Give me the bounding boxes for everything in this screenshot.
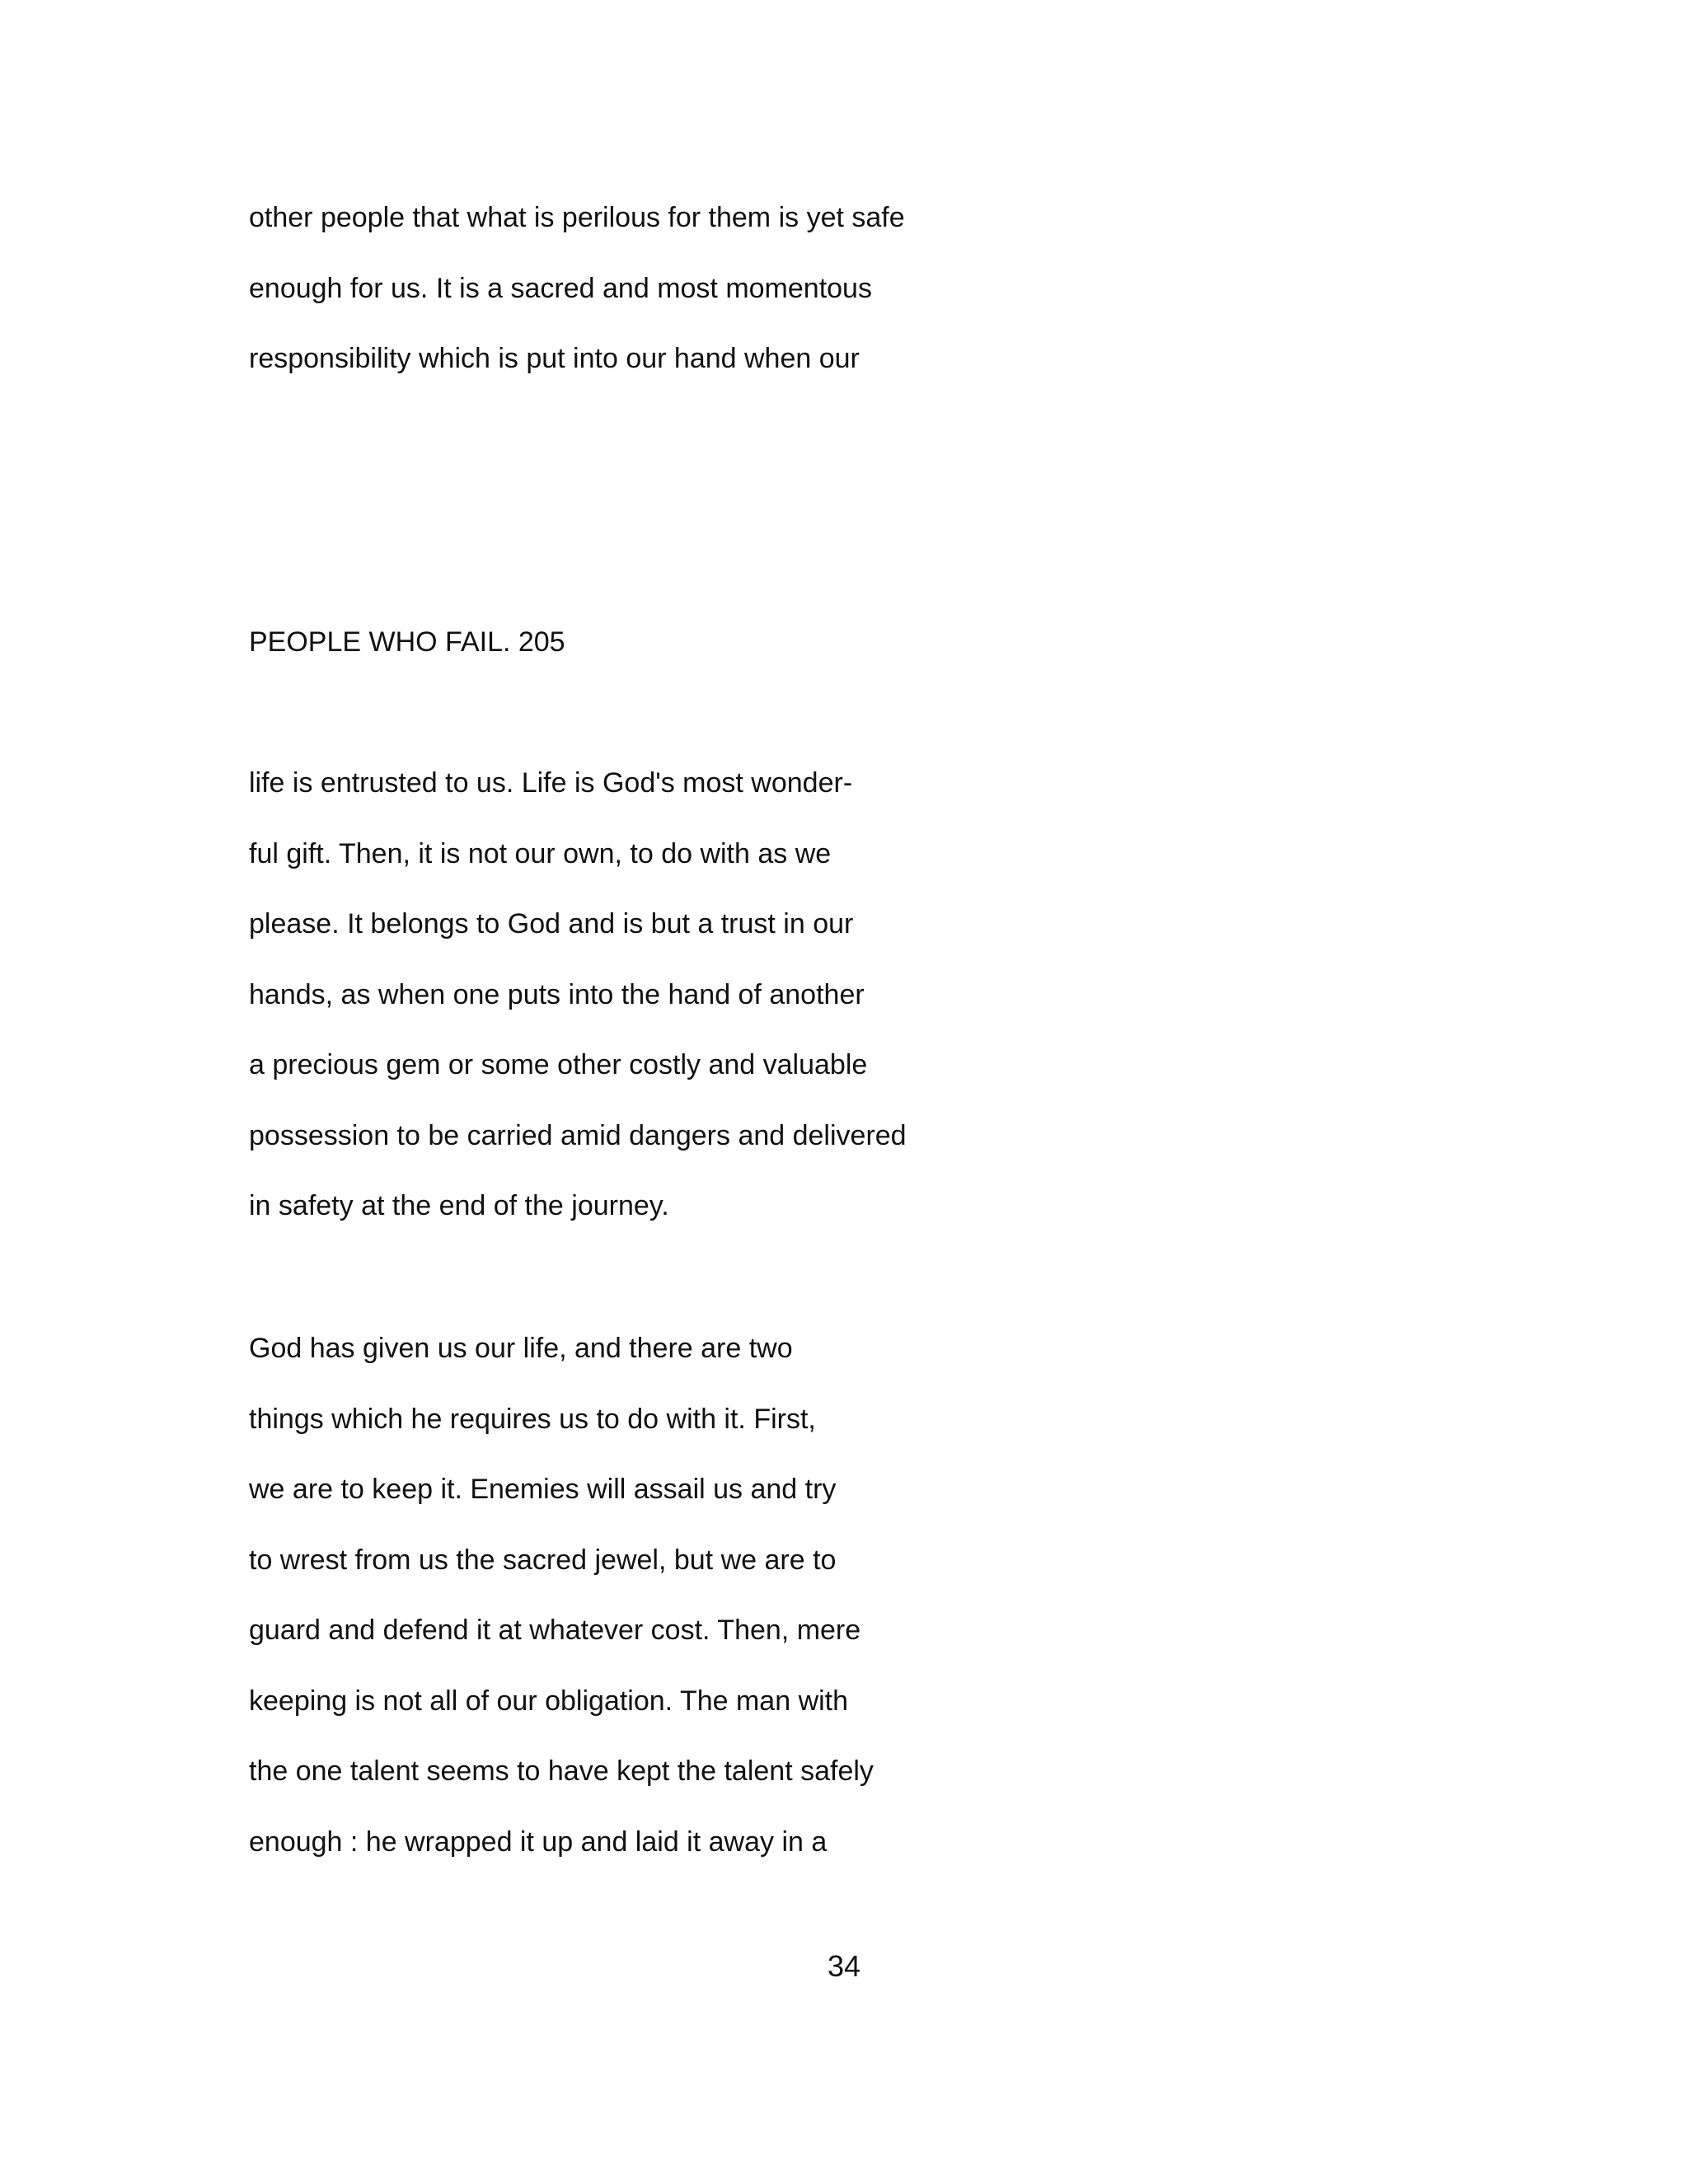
text-line: hands, as when one puts into the hand of another <box>249 978 865 1010</box>
text-line: responsibility which is put into our hand when our <box>249 343 860 374</box>
paragraph-2 <box>249 1314 1403 1877</box>
text-line: keeping is not all of our obligation. The man with <box>249 1685 849 1717</box>
text-line: possession to be carried amid dangers and delivered <box>249 1119 907 1151</box>
text-line: guard and defend it at whatever cost. Then, mere <box>249 1615 861 1646</box>
page-number: 34 <box>827 1949 861 1983</box>
text-line: life is entrusted to us. Life is God's most wonder- <box>249 767 853 799</box>
text-line: enough : he wrapped it up and laid it away in a <box>249 1825 828 1858</box>
text-line: please. It belongs to God and is but a trust in our <box>249 908 854 940</box>
continued-text-block <box>249 183 1403 395</box>
text-line: ful gift. Then, it is not our own, to do with as we <box>249 837 832 869</box>
running-header <box>249 607 1403 678</box>
text-line: things which he requires us to do with it. First, <box>249 1403 816 1435</box>
text-line: a precious gem or some other costly and valuable <box>249 1049 868 1080</box>
text-line: to wrest from us the sacred jewel, but we are to <box>249 1544 837 1576</box>
text-line: enough for us. It is a sacred and most momentous <box>249 272 872 304</box>
text-line: other people that what is perilous for them is yet safe <box>249 202 905 233</box>
running-header-text: PEOPLE WHO FAIL. 205 <box>249 626 565 658</box>
paragraph-1 <box>249 748 1403 1242</box>
text-line: in safety at the end of the journey. <box>249 1190 669 1221</box>
text-line: the one talent seems to have kept the talent safely <box>249 1755 874 1787</box>
text-line: we are to keep it. Enemies will assail us and try <box>249 1474 837 1505</box>
text-line: God has given us our life, and there are two <box>249 1333 793 1364</box>
